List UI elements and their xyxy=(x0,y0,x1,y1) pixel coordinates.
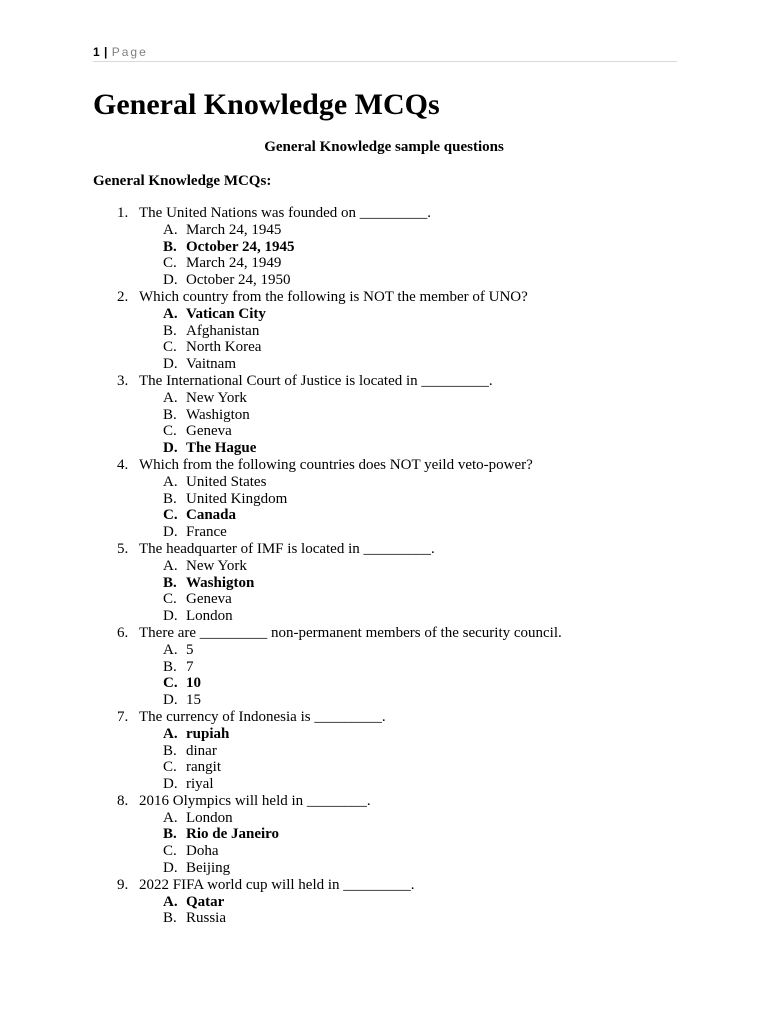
question-text: Which country from the following is NOT the member of UNO? xyxy=(139,288,528,305)
option-letter: B. xyxy=(163,826,177,843)
question-line xyxy=(93,373,693,390)
answer-option xyxy=(93,407,693,424)
answer-option xyxy=(93,491,693,508)
option-text: Geneva xyxy=(186,591,232,608)
question-number-cell xyxy=(93,289,139,306)
question-line xyxy=(93,793,693,810)
option-text: Vatican City xyxy=(186,305,266,322)
option-text: Washigton xyxy=(186,406,250,423)
option-letter: C. xyxy=(163,255,177,272)
option-text: dinar xyxy=(186,742,217,759)
question-number-cell xyxy=(93,709,139,726)
question-line xyxy=(93,205,693,222)
option-letter: A. xyxy=(163,641,178,658)
option-letter: A. xyxy=(163,893,178,910)
question-item xyxy=(93,289,693,373)
document-title: General Knowledge MCQs xyxy=(93,88,440,121)
option-letter: D. xyxy=(163,356,178,373)
question-number-cell xyxy=(93,457,139,474)
answer-option xyxy=(93,255,693,272)
answer-option xyxy=(93,776,693,793)
question-line xyxy=(93,709,693,726)
option-text: New York xyxy=(186,389,247,406)
option-letter: A. xyxy=(163,557,178,574)
option-letter: D. xyxy=(163,524,178,541)
correct-answer-option xyxy=(93,675,693,692)
question-text: The International Court of Justice is located in _________. xyxy=(139,372,493,389)
question-number: 6. xyxy=(117,624,129,641)
question-line xyxy=(93,289,693,306)
answer-option xyxy=(93,608,693,625)
answer-option xyxy=(93,860,693,877)
option-letter: D. xyxy=(163,692,178,709)
answer-option xyxy=(93,272,693,289)
option-text: rupiah xyxy=(186,725,230,742)
option-text: The Hague xyxy=(186,440,257,457)
answer-option xyxy=(93,423,693,440)
question-text: Which from the following countries does NOT yeild veto-power? xyxy=(139,456,533,473)
option-letter: C. xyxy=(163,507,178,524)
section-heading: General Knowledge MCQs: xyxy=(93,173,272,189)
answer-option xyxy=(93,524,693,541)
question-text: The United Nations was founded on _________. xyxy=(139,205,432,221)
option-text: Rio de Janeiro xyxy=(186,826,280,843)
question-text: 2016 Olympics will held in ________. xyxy=(139,792,371,809)
option-text: 15 xyxy=(186,692,201,709)
correct-answer-option xyxy=(93,239,693,256)
question-text: The headquarter of IMF is located in _________. xyxy=(139,540,435,557)
option-letter: A. xyxy=(163,389,178,406)
answer-option xyxy=(93,323,693,340)
option-letter: A. xyxy=(163,809,178,826)
question-number: 5. xyxy=(117,540,129,557)
question-line xyxy=(93,877,693,894)
answer-option xyxy=(93,743,693,760)
answer-option xyxy=(93,591,693,608)
question-number-cell xyxy=(93,625,139,642)
correct-answer-option xyxy=(93,575,693,592)
option-text: 10 xyxy=(186,675,201,692)
question-line xyxy=(93,625,693,642)
option-text: United States xyxy=(186,473,267,490)
question-list xyxy=(93,205,693,927)
option-text: France xyxy=(186,524,227,541)
option-letter: B. xyxy=(163,658,177,675)
question-item xyxy=(93,541,693,625)
question-text: 2022 FIFA world cup will held in _________. xyxy=(139,876,415,893)
page-header-separator: | xyxy=(104,45,108,59)
question-line xyxy=(93,457,693,474)
option-text: Doha xyxy=(186,843,219,860)
option-text: October 24, 1945 xyxy=(186,238,295,255)
option-letter: B. xyxy=(163,574,177,591)
option-text: Vaitnam xyxy=(186,356,236,373)
page-number: 1 xyxy=(93,45,100,59)
question-number-cell xyxy=(93,373,139,390)
question-item xyxy=(93,793,693,877)
question-item xyxy=(93,457,693,541)
correct-answer-option xyxy=(93,306,693,323)
option-letter: A. xyxy=(163,221,178,238)
answer-option xyxy=(93,558,693,575)
answer-option xyxy=(93,910,693,927)
option-letter: B. xyxy=(163,406,177,423)
answer-option xyxy=(93,810,693,827)
option-letter: A. xyxy=(163,473,178,490)
page-word: Page xyxy=(111,45,148,59)
question-number: 4. xyxy=(117,456,129,473)
option-letter: D. xyxy=(163,860,178,877)
option-letter: C. xyxy=(163,843,177,860)
option-text: London xyxy=(186,809,233,826)
option-letter: B. xyxy=(163,910,177,927)
option-text: New York xyxy=(186,557,247,574)
correct-answer-option xyxy=(93,894,693,911)
option-letter: B. xyxy=(163,238,177,255)
question-number-cell xyxy=(93,541,139,558)
option-letter: D. xyxy=(163,608,178,625)
answer-option xyxy=(93,356,693,373)
question-item xyxy=(93,709,693,793)
option-text: London xyxy=(186,608,233,625)
option-letter: B. xyxy=(163,322,177,339)
question-number: 2. xyxy=(117,288,129,305)
question-item xyxy=(93,205,693,289)
question-number-cell xyxy=(93,205,139,222)
question-number-cell xyxy=(93,793,139,810)
answer-option xyxy=(93,692,693,709)
option-letter: C. xyxy=(163,339,177,356)
question-item xyxy=(93,877,693,927)
option-text: North Korea xyxy=(186,339,262,356)
option-letter: C. xyxy=(163,423,177,440)
answer-option xyxy=(93,759,693,776)
option-letter: D. xyxy=(163,440,178,457)
question-line xyxy=(93,541,693,558)
option-letter: C. xyxy=(163,759,177,776)
answer-option xyxy=(93,222,693,239)
option-letter: D. xyxy=(163,776,178,793)
option-letter: A. xyxy=(163,725,178,742)
answer-option xyxy=(93,390,693,407)
question-number: 8. xyxy=(117,792,129,809)
option-text: October 24, 1950 xyxy=(186,272,291,289)
correct-answer-option xyxy=(93,726,693,743)
option-letter: D. xyxy=(163,272,178,289)
option-letter: A. xyxy=(163,305,178,322)
question-number: 3. xyxy=(117,372,129,389)
correct-answer-option xyxy=(93,826,693,843)
answer-option xyxy=(93,642,693,659)
answer-option xyxy=(93,843,693,860)
question-number-cell xyxy=(93,877,139,894)
option-text: Qatar xyxy=(186,893,225,910)
option-text: Russia xyxy=(186,910,227,927)
option-text: Afghanistan xyxy=(186,322,260,339)
question-text: There are _________ non-permanent members of the security council. xyxy=(139,624,562,641)
correct-answer-option xyxy=(93,507,693,524)
option-letter: C. xyxy=(163,591,177,608)
option-text: 7 xyxy=(186,658,194,675)
answer-option xyxy=(93,659,693,676)
page-header xyxy=(93,44,677,62)
question-item xyxy=(93,373,693,457)
option-letter: C. xyxy=(163,675,178,692)
option-text: Washigton xyxy=(186,574,255,591)
option-text: Beijing xyxy=(186,860,231,877)
question-text: The currency of Indonesia is _________. xyxy=(139,708,386,725)
answer-option xyxy=(93,339,693,356)
option-text: Geneva xyxy=(186,423,232,440)
question-number: 7. xyxy=(117,708,129,725)
option-letter: B. xyxy=(163,490,177,507)
option-text: March 24, 1945 xyxy=(186,221,282,238)
answer-option xyxy=(93,474,693,491)
option-text: March 24, 1949 xyxy=(186,255,282,272)
document-subtitle: General Knowledge sample questions xyxy=(264,139,504,155)
option-text: rangit xyxy=(186,759,221,776)
correct-answer-option xyxy=(93,440,693,457)
option-text: United Kingdom xyxy=(186,490,288,507)
question-number: 1. xyxy=(117,205,129,221)
option-text: Canada xyxy=(186,507,237,524)
question-item xyxy=(93,625,693,709)
question-number: 9. xyxy=(117,876,129,893)
option-text: 5 xyxy=(186,641,194,658)
option-letter: B. xyxy=(163,742,177,759)
option-text: riyal xyxy=(186,776,214,793)
